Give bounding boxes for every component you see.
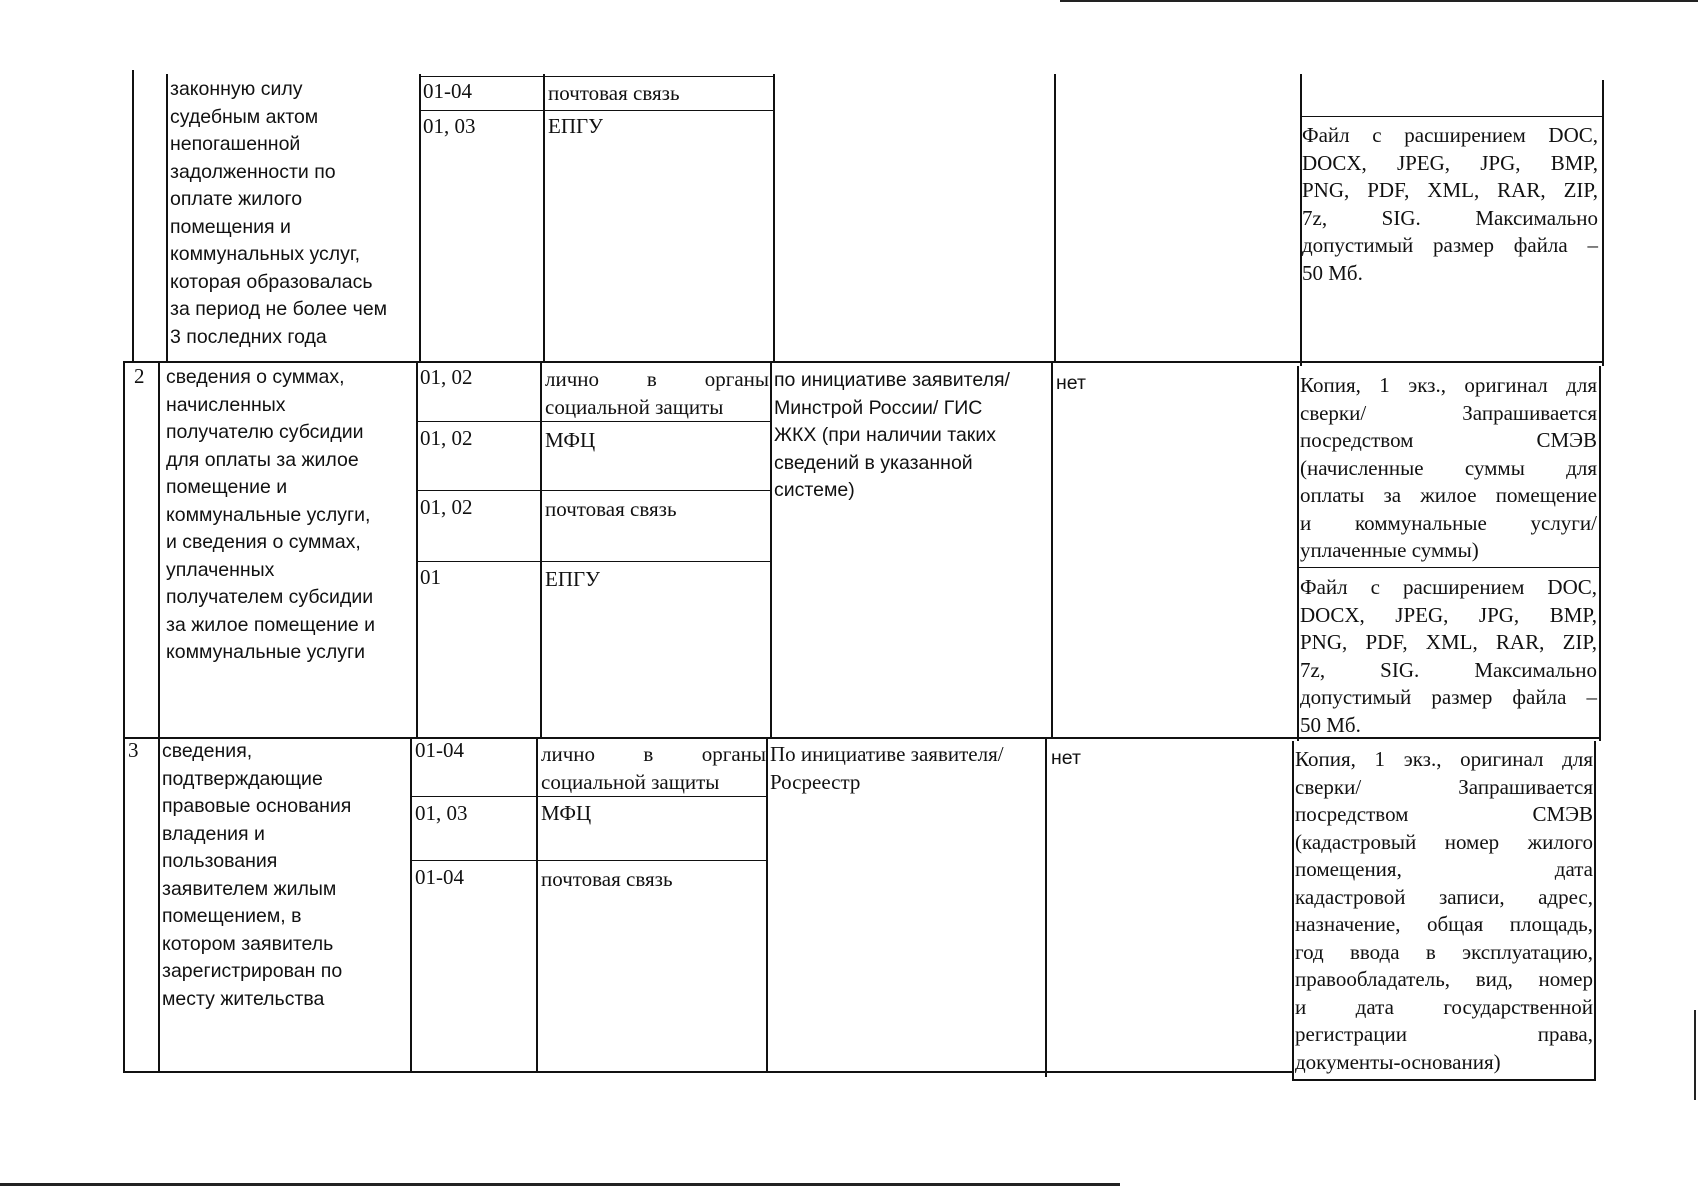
col-source-line-bot (766, 737, 768, 1073)
row3-code-3: 01-04 (415, 865, 464, 889)
col-number-line-lower (158, 362, 160, 1073)
row3-method-1: лично в органы социальной защиты (541, 742, 766, 794)
scan-edge-top (1060, 0, 1698, 2)
row3-description: сведения, подтверждающие правовые основания владения и пользования заявителем жилым помещением, в котором заявитель зарегистрирован по месту жительства (162, 740, 352, 1010)
row3-code-1: 01-04 (415, 738, 464, 762)
row2-copy-split (1297, 567, 1599, 568)
row2-flag: нет (1056, 372, 1086, 394)
row-cont-format-top (1300, 116, 1602, 117)
row2-code-4: 01 (420, 565, 441, 589)
table-bottom-border-right (1292, 1079, 1596, 1081)
col-number-line (132, 70, 134, 362)
table-right-mid (1599, 366, 1601, 741)
row-cont-code-top (419, 76, 775, 77)
table-right-bot (1594, 741, 1596, 1081)
col-source-line-top (773, 74, 775, 362)
row2-number: 2 (134, 364, 145, 388)
row3-method-3: почтовая связь (541, 867, 673, 891)
row2-code-3: 01, 02 (420, 495, 473, 519)
row2-code-1: 01, 02 (420, 365, 473, 389)
row2-format: Файл с расширением DOC, DOCX, JPEG, JPG, BMP, PNG, PDF, XML, RAR, ZIP, 7z, SIG. Максимально допустимый размер файла – 50 Мб. (1300, 575, 1597, 737)
col-method-line-top (543, 74, 545, 362)
row3-split-2 (410, 860, 768, 861)
col-method-line-bot (536, 737, 538, 1073)
row3-code-2: 01, 03 (415, 801, 468, 825)
row2-split-1 (416, 421, 772, 422)
row-cont-method-2: ЕПГУ (548, 114, 604, 138)
row2-source: по инициативе заявителя/ Минстрой России/ ГИС ЖКХ (при наличии таких сведений в указанной системе) (774, 369, 1010, 501)
col-copy-line-bot (1292, 741, 1294, 1081)
row2-method-4: ЕПГУ (545, 567, 601, 591)
col-flag-line-mid (1051, 362, 1053, 737)
col-desc-line-top (166, 74, 168, 362)
row2-description: сведения о суммах, начисленных получателю субсидии для оплаты за жилое помещение и коммунальные услуги, и сведения о суммах, уплаченных получателем субсидии за жилое помещение и коммунальные услуги (166, 366, 375, 663)
col-source-line-mid (770, 362, 772, 737)
row-cont-description: законную силу судебным актом непогашенной задолженности по оплате жилого помещения и коммунальных услуг, которая образовалась за период не более чем 3 последних года (170, 78, 388, 348)
col-flag-line-bot (1045, 737, 1047, 1077)
col-code-line-top (419, 74, 421, 362)
row2-copy: Копия, 1 экз., оригинал для сверки/ Запрашивается посредством СМЭВ (начисленные суммы для оплаты за жилое помещение и коммунальные услуги/ уплаченные суммы) (1300, 373, 1597, 562)
row-cont-code-1: 01-04 (423, 79, 472, 103)
col-code-line-bot (410, 737, 412, 1073)
row3-source: По инициативе заявителя/ Росреестр (770, 742, 1004, 794)
row3-flag: нет (1051, 747, 1081, 769)
scan-edge-right (1694, 1010, 1696, 1100)
row2-top-border (123, 361, 1604, 363)
row3-split-1 (410, 796, 768, 797)
row-cont-format: Файл с расширением DOC, DOCX, JPEG, JPG, BMP, PNG, PDF, XML, RAR, ZIP, 7z, SIG. Максимально допустимый размер файла – 50 Мб. (1302, 123, 1598, 285)
table-left-border (123, 362, 125, 1073)
col-flag-line-top (1054, 74, 1056, 362)
col-method-line-mid (540, 362, 542, 737)
scan-edge-bottom (0, 1183, 1120, 1186)
row-cont-method-1: почтовая связь (548, 81, 680, 105)
col-code-line-mid (416, 362, 418, 737)
row2-code-2: 01, 02 (420, 426, 473, 450)
row2-method-2: МФЦ (545, 428, 596, 452)
col-copy-line-mid (1297, 366, 1299, 741)
row3-copy: Копия, 1 экз., оригинал для сверки/ Запрашивается посредством СМЭВ (кадастровый номер жилого помещения, дата кадастровой записи, адрес, назначение, общая площадь, год ввода в эксплуатацию, правообладатель, вид, номер и дата государственной регистрации права, документы-основания) (1295, 747, 1593, 1074)
table-bottom-border (123, 1071, 1294, 1073)
row-cont-code-split (419, 110, 775, 111)
row-cont-code-2: 01, 03 (423, 114, 476, 138)
row2-split-3 (416, 561, 772, 562)
row2-method-3: почтовая связь (545, 497, 677, 521)
row3-method-2: МФЦ (541, 801, 592, 825)
row3-number: 3 (128, 738, 139, 762)
row2-split-2 (416, 490, 772, 491)
table-right-top (1602, 80, 1604, 366)
row2-method-1: лично в органы социальной защиты (545, 367, 769, 419)
